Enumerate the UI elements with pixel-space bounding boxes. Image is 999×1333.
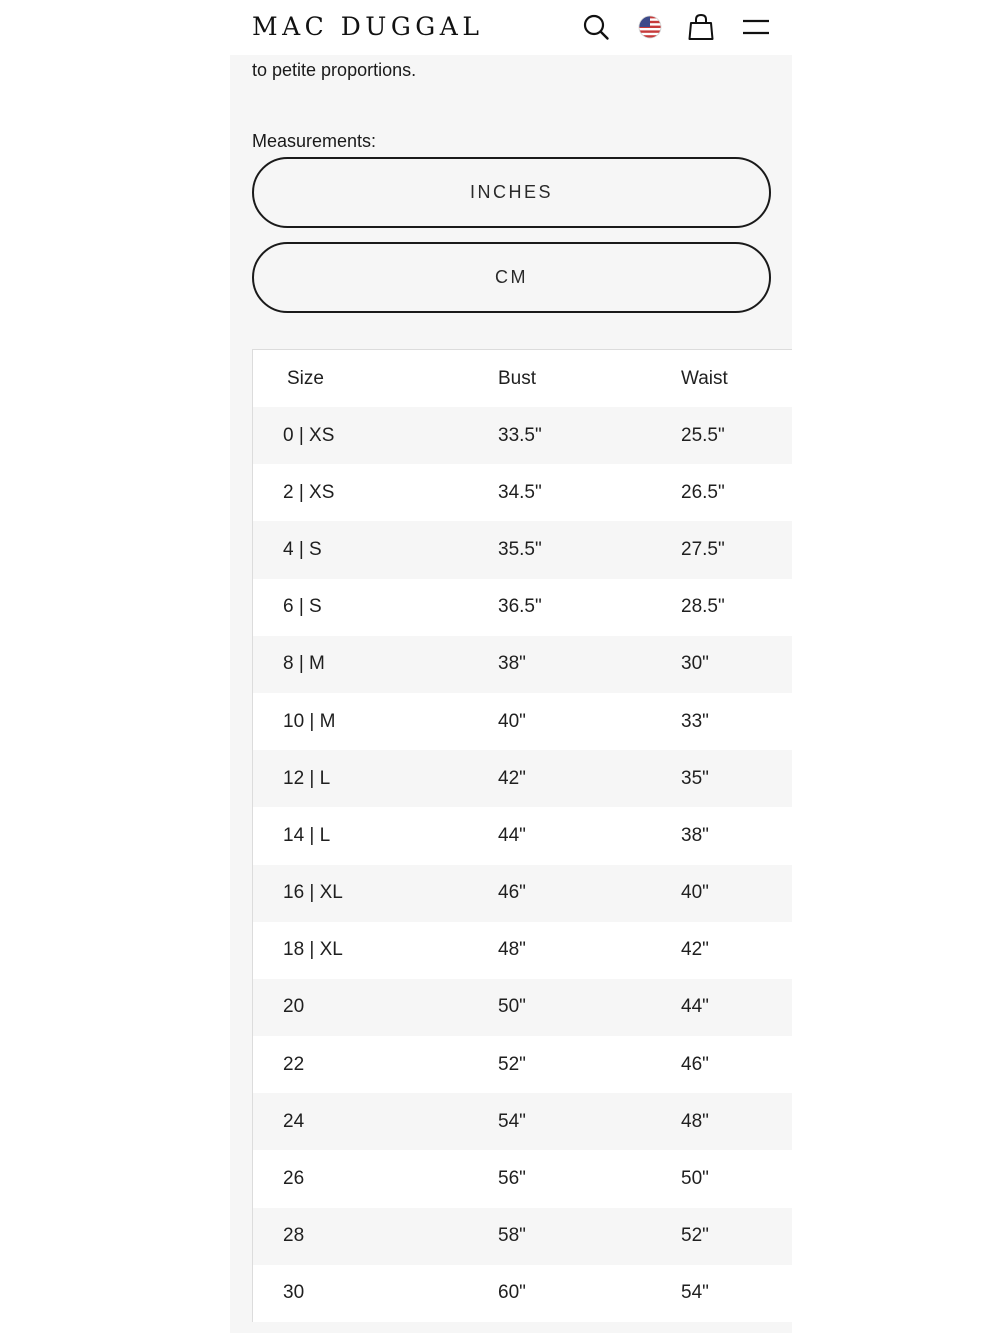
table-row xyxy=(253,1208,792,1265)
waist-cell: 33" xyxy=(681,710,709,732)
table-row xyxy=(253,979,792,1036)
waist-cell: 25.5" xyxy=(681,424,725,446)
waist-cell: 40" xyxy=(681,882,709,904)
size-chart-table xyxy=(252,349,792,1322)
size-cell: 22 xyxy=(283,1053,305,1075)
waist-cell: 26.5" xyxy=(681,481,725,503)
waist-cell: 48" xyxy=(681,1110,709,1132)
size-cell: 28 xyxy=(283,1225,305,1247)
size-cell: 20 xyxy=(283,996,305,1018)
bust-cell: 40" xyxy=(498,710,526,732)
table-row xyxy=(253,922,792,979)
bust-cell: 46" xyxy=(498,882,526,904)
table-row xyxy=(253,464,792,521)
table-row xyxy=(253,1150,792,1207)
bust-cell: 33.5" xyxy=(498,424,542,446)
size-guide-panel xyxy=(230,0,792,1333)
size-cell: 18 | XL xyxy=(283,939,343,961)
table-header-row xyxy=(253,350,792,407)
bust-cell: 34.5" xyxy=(498,481,542,503)
size-cell: 2 | XS xyxy=(283,481,335,503)
search-icon[interactable] xyxy=(579,10,613,44)
table-row xyxy=(253,521,792,578)
size-cell: 8 | M xyxy=(283,653,325,675)
size-cell: 26 xyxy=(283,1168,305,1190)
bust-cell: 48" xyxy=(498,939,526,961)
size-cell: 4 | S xyxy=(283,538,322,560)
bust-cell: 35.5" xyxy=(498,538,542,560)
bust-cell: 44" xyxy=(498,824,526,846)
menu-icon[interactable] xyxy=(739,10,773,44)
header-size: Size xyxy=(287,367,324,389)
bust-cell: 60" xyxy=(498,1282,526,1304)
size-cell: 10 | M xyxy=(283,710,336,732)
us-flag-icon[interactable] xyxy=(633,10,667,44)
size-cell: 0 | XS xyxy=(283,424,335,446)
waist-cell: 52" xyxy=(681,1225,709,1247)
size-cell: 30 xyxy=(283,1282,305,1304)
waist-cell: 38" xyxy=(681,824,709,846)
waist-cell: 50" xyxy=(681,1168,709,1190)
table-row xyxy=(253,750,792,807)
intro-text: to petite proportions. xyxy=(252,60,417,80)
waist-cell: 28.5" xyxy=(681,596,725,618)
table-row xyxy=(253,407,792,464)
size-cell: 24 xyxy=(283,1110,305,1132)
table-body xyxy=(253,407,792,1322)
bust-cell: 42" xyxy=(498,767,526,789)
brand-logo[interactable]: MAC DUGGAL xyxy=(252,12,484,41)
site-header xyxy=(230,0,792,55)
bust-cell: 52" xyxy=(498,1053,526,1075)
waist-cell: 30" xyxy=(681,653,709,675)
cm-button[interactable]: CM xyxy=(252,242,771,313)
bust-cell: 56" xyxy=(498,1168,526,1190)
bust-cell: 50" xyxy=(498,996,526,1018)
header-bust: Bust xyxy=(498,367,537,389)
bust-cell: 38" xyxy=(498,653,526,675)
waist-cell: 27.5" xyxy=(681,538,725,560)
shopping-bag-icon[interactable] xyxy=(684,10,718,44)
size-cell: 16 | XL xyxy=(283,882,343,904)
table-row xyxy=(253,1036,792,1093)
table-row xyxy=(253,693,792,750)
size-cell: 14 | L xyxy=(283,824,331,846)
inches-button[interactable]: INCHES xyxy=(252,157,771,228)
table-row xyxy=(253,865,792,922)
table-row xyxy=(253,807,792,864)
table-row xyxy=(253,579,792,636)
waist-cell: 44" xyxy=(681,996,709,1018)
size-cell: 6 | S xyxy=(283,596,322,618)
header-waist: Waist xyxy=(681,367,728,389)
bust-cell: 58" xyxy=(498,1225,526,1247)
waist-cell: 35" xyxy=(681,767,709,789)
bust-cell: 54" xyxy=(498,1110,526,1132)
table-row xyxy=(253,636,792,693)
waist-cell: 42" xyxy=(681,939,709,961)
table-row xyxy=(253,1093,792,1150)
waist-cell: 54" xyxy=(681,1282,709,1304)
measurements-label: Measurements: xyxy=(252,131,377,151)
bust-cell: 36.5" xyxy=(498,596,542,618)
table-row xyxy=(253,1265,792,1322)
waist-cell: 46" xyxy=(681,1053,709,1075)
size-cell: 12 | L xyxy=(283,767,331,789)
